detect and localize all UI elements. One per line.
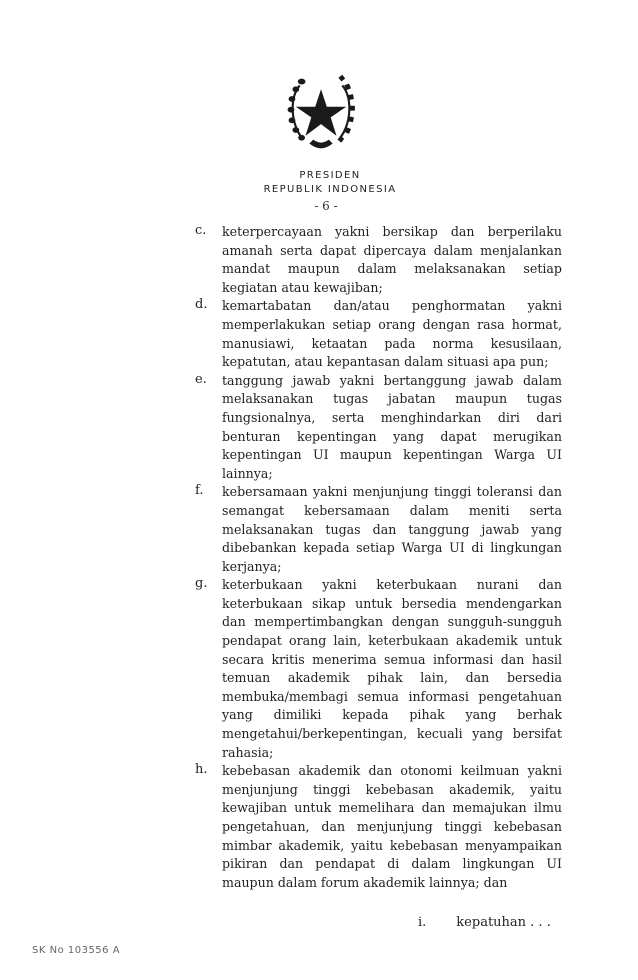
item-letter: e. [195,371,207,387]
item-letter: c. [195,223,207,238]
garuda-emblem-icon [282,68,360,160]
footer-code: SK No 103556 A [32,945,121,956]
list-item [195,297,562,371]
list-item [195,223,562,297]
item-letter: g. [195,576,208,592]
item-text: kebebasan akademik dan otonomi keilmuan yakni menjunjung tinggi kebebasan akademik, yaitu kewajiban untuk memelihara dan memajukan ilmu pengetahuan, dan menjunjung tinggi kebebasan mimbar akademik, yaitu kebebasan menyampaikan pikiran dan pendapat di dalam lingkungan UI maupun dalam forum akademik lainnya; dan [222,763,562,890]
next-page-catchword [418,915,551,930]
item-list [195,223,562,892]
item-letter: d. [195,297,208,313]
list-item [195,372,562,484]
item-text: keterbukaan yakni keterbukaan nurani dan keterbukaan sikap untuk bersedia mendengarkan dan mempertimbangkan dengan sungguh-sungguh pendapat orang lain, keterbukaan akademik untuk secara kritis menerima semua informasi dan hasil temuan akademik pihak lain, dan bersedia membuka/membagi semua informasi pengetahuan yang dimiliki kepada pihak yang berhak mengetahui/berkepentingan, kecuali yang bersifat rahasia; [222,577,562,760]
header-title-republik: REPUBLIK INDONESIA [263,184,397,195]
header-title-presiden: PRESIDEN [299,170,361,181]
item-text: tanggung jawab yakni bertanggung jawab dalam melaksanakan tugas jabatan maupun tugas fungsionalnya, serta menghindarkan diri dari benturan kepentingan yang dapat merugikan kepentingan UI maupun kepentingan Warga UI lainnya; [222,372,562,481]
list-item [195,483,562,576]
list-item [195,762,562,892]
item-letter: h. [195,762,208,778]
next-item-text: kepatuhan . . . [456,915,551,930]
item-text: kebersamaan yakni menjunjung tinggi toleransi dan semangat kebersamaan dalam meniti serta melaksanakan tugas dan tanggung jawab yang dibebankan kepada setiap Warga UI di lingkungan kerjanya; [222,484,562,574]
item-text: keterpercayaan yakni bersikap dan berperilaku amanah serta dapat dipercaya dalam menjalankan mandat maupun dalam melaksanakan setiap kegiatan atau kewajiban; [222,224,562,295]
next-item-letter: i. [418,915,427,930]
item-text: kemartabatan dan/atau penghormatan yakni memperlakukan setiap orang dengan rasa hormat, manusiawi, ketaatan pada norma kesusilaan, kepatutan, atau kepantasan dalam situasi apa pun; [222,298,562,370]
page-number: - 6 - [314,199,338,213]
list-item [195,576,562,762]
item-letter: f. [195,483,204,499]
